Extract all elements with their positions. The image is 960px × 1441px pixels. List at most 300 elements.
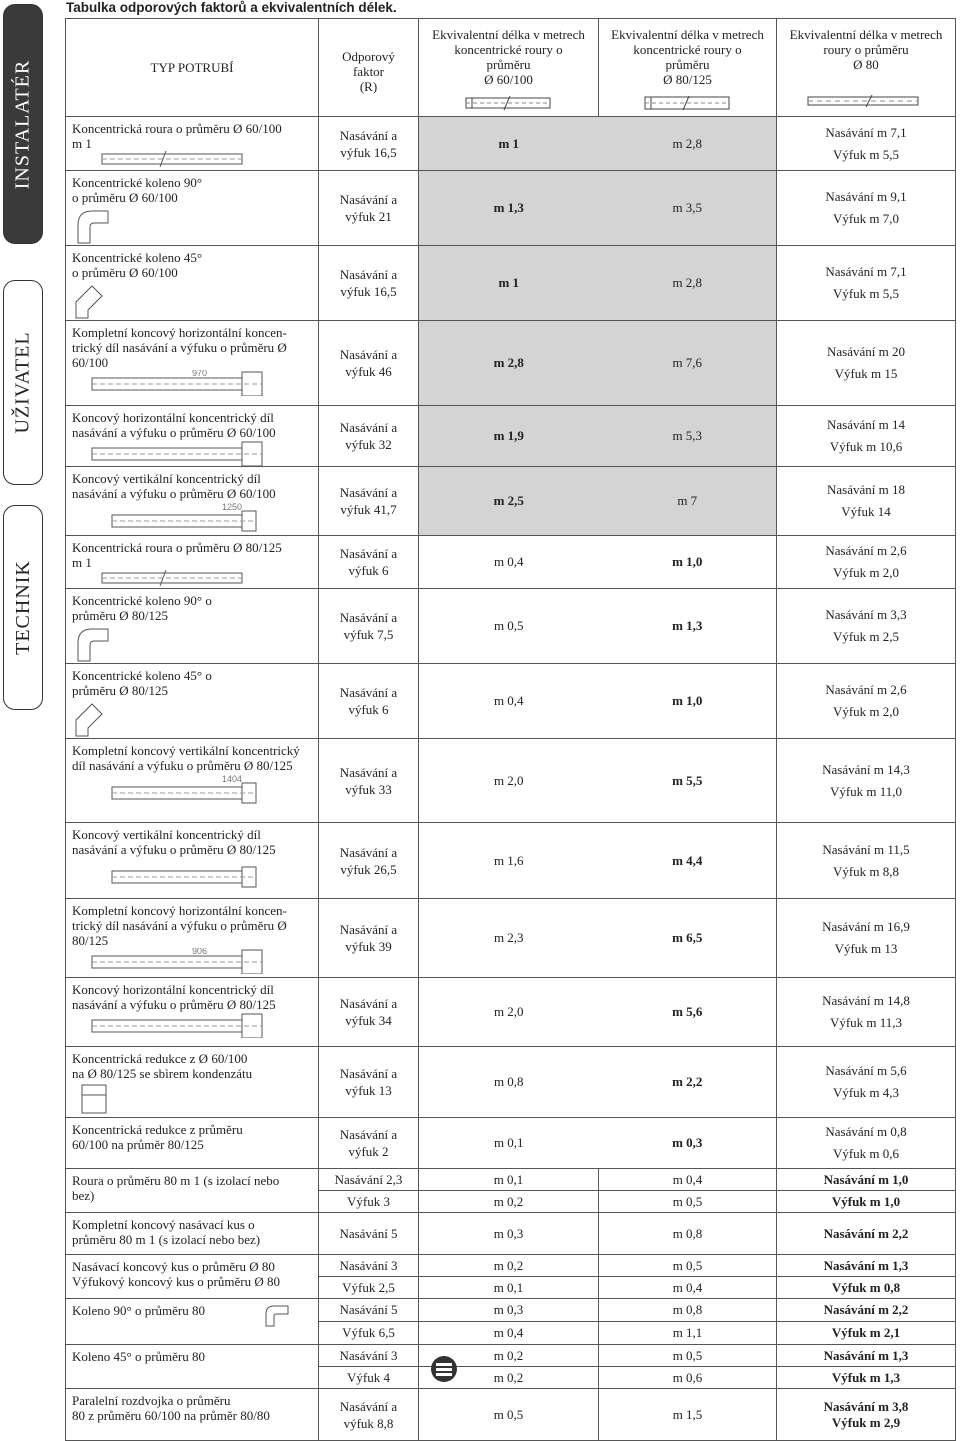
header-e2-line: Ekvivalentní délka v metrech — [611, 27, 764, 42]
row-e80 — [777, 246, 956, 321]
row-r-line: výfuk 26,5 — [340, 861, 397, 877]
header-r — [319, 19, 419, 117]
row-r — [319, 1389, 419, 1441]
header-type-label: TYP POTRUBÍ — [150, 60, 234, 75]
table-row — [66, 1118, 956, 1169]
header-e2-line: Ø 80/125 — [663, 72, 712, 87]
row-e80-line: Nasávání m 7,1 — [825, 264, 907, 279]
header-type — [66, 19, 319, 117]
row-desc-line: Koncový vertikální koncentrický díl — [72, 827, 261, 842]
row-e80-line: Výfuk m 13 — [834, 941, 898, 956]
row-e80 — [777, 664, 956, 739]
row-desc-line: Koleno 45° o průměru 80 — [72, 1349, 206, 1364]
row-description — [66, 321, 319, 406]
row-m60: m 0,5 — [493, 618, 524, 633]
row-m60: m 0,2 — [419, 1367, 599, 1389]
row-m80: m 0,5 — [599, 1255, 777, 1277]
row-desc-line: na Ø 80/125 se sbìrem kondenzátu — [72, 1066, 253, 1081]
row-desc-line: nasávání a výfuku o průměru Ø 80/125 — [72, 997, 276, 1012]
row-r — [319, 536, 419, 589]
row-m80: m 1,1 — [599, 1322, 777, 1345]
table-row — [66, 1169, 956, 1191]
row-description — [66, 664, 319, 739]
row-desc-line: Koncentrická roura o průměru Ø 80/125 — [72, 540, 282, 555]
row-r-line: výfuk 16,5 — [340, 284, 397, 299]
straight-pipe-icon — [72, 151, 252, 169]
row-r-line: výfuk 39 — [345, 939, 392, 954]
row-r-line: Nasávání a — [339, 610, 398, 625]
tab-technik-label: TECHNIK — [11, 560, 34, 655]
row-r-line: Nasávání a — [339, 546, 398, 561]
row-desc-line: průměru Ø 80/125 — [72, 683, 169, 698]
table-row — [66, 117, 956, 171]
elbow-90-icon — [72, 623, 112, 663]
row-r: Výfuk 2,5 — [319, 1277, 419, 1299]
row-e80-line: Nasávání m 14,8 — [822, 993, 910, 1008]
row-m80: m 1,0 — [672, 693, 703, 708]
elbow-90-icon — [72, 205, 112, 245]
row-r — [319, 1118, 419, 1169]
row-desc-line: trický díl nasávání a výfuku o průměru Ø — [72, 918, 287, 933]
row-m60: m 0,4 — [419, 1322, 599, 1345]
row-r-line: Nasávání a — [339, 420, 398, 435]
row-m60: m 0,1 — [419, 1277, 599, 1299]
row-e80-line: Výfuk m 10,6 — [829, 439, 903, 454]
row-m80: m 1,3 — [672, 618, 703, 633]
row-m80: m 1,0 — [672, 554, 703, 569]
row-m80: m 0,8 — [599, 1213, 777, 1255]
row-e80-line: Nasávání m 14,3 — [822, 761, 910, 777]
row-e80-line: Nasávání m 18 — [827, 482, 905, 497]
row-r: Výfuk 6,5 — [319, 1322, 419, 1345]
row-m60: m 0,1 — [419, 1169, 599, 1191]
row-equivalent-concentric — [419, 117, 777, 171]
row-desc-line: 60/100 — [72, 355, 109, 370]
row-r: Výfuk 4 — [319, 1367, 419, 1389]
row-m80: m 5,3 — [672, 428, 703, 443]
straight-pipe-icon — [72, 570, 252, 588]
row-desc-line: Koncentrické koleno 45° — [72, 250, 203, 265]
row-r — [319, 664, 419, 739]
row-m60: m 0,1 — [493, 1135, 524, 1150]
resistance-table — [65, 18, 956, 1441]
row-description — [66, 1345, 319, 1389]
row-r-line: Nasávání a — [339, 764, 398, 780]
row-equivalent-concentric — [419, 467, 777, 536]
row-e80-line: Výfuk m 5,5 — [832, 146, 900, 162]
row-desc-line: Koncentrické koleno 90° o — [72, 593, 212, 608]
row-m60: m 1 — [498, 135, 520, 151]
elbow-45-icon — [72, 698, 112, 738]
svg-text:1404: 1404 — [222, 774, 243, 784]
row-m60: m 0,2 — [419, 1191, 599, 1213]
row-description — [66, 117, 319, 171]
row-m80: m 2,8 — [672, 275, 703, 290]
pipe-80-icon — [806, 94, 926, 108]
row-e80: Nasávání m 1,3 — [777, 1255, 956, 1277]
svg-text:1250: 1250 — [222, 502, 243, 512]
row-desc-line: Roura o průměru 80 m 1 (s izolací nebo — [72, 1173, 280, 1188]
row-m80: m 1,5 — [599, 1389, 777, 1441]
row-m80: m 4,4 — [672, 852, 703, 868]
row-equivalent-concentric — [419, 1047, 777, 1118]
row-desc-line: bez) — [72, 1188, 95, 1203]
row-description — [66, 1213, 319, 1255]
horizontal-terminal-icon — [72, 440, 272, 466]
row-r-line: výfuk 34 — [345, 1013, 392, 1028]
row-m80: m 0,4 — [599, 1169, 777, 1191]
row-e80: Výfuk m 1,0 — [777, 1191, 956, 1213]
row-e80-line: Výfuk m 15 — [834, 366, 898, 381]
row-r — [319, 823, 419, 899]
row-description — [66, 1255, 319, 1299]
row-r: Nasávání 5 — [319, 1213, 419, 1255]
tab-uzivatel[interactable] — [3, 280, 43, 485]
row-desc-line: Koncový horizontální koncentrický díl — [72, 982, 274, 997]
row-r-line: výfuk 32 — [345, 437, 392, 452]
row-e80 — [777, 1118, 956, 1169]
row-e80: Výfuk m 2,1 — [777, 1322, 956, 1345]
table-row — [66, 321, 956, 406]
row-m80: m 0,4 — [599, 1277, 777, 1299]
row-description — [66, 589, 319, 664]
row-r-line: Nasávání a — [339, 192, 398, 207]
row-r-line: výfuk 8,8 — [343, 1415, 394, 1431]
row-e80-line: Nasávání m 20 — [827, 344, 905, 359]
row-e80-line: Nasávání m 3,8 — [823, 1398, 909, 1414]
row-e80 — [777, 739, 956, 823]
row-e80-line: Výfuk m 11,0 — [829, 783, 903, 799]
row-m80: m 3,5 — [672, 200, 703, 215]
row-r — [319, 246, 419, 321]
vertical-terminal-icon — [72, 773, 272, 807]
row-r: Nasávání 3 — [319, 1255, 419, 1277]
row-e80-line: Nasávání m 11,5 — [822, 841, 910, 857]
row-m80: m 6,5 — [672, 930, 703, 945]
header-e2-line: koncentrické roury o — [633, 42, 742, 57]
row-e80: Nasávání m 2,2 — [777, 1299, 956, 1322]
row-desc-line: Nasávací koncový kus o průměru Ø 80 — [72, 1259, 275, 1274]
elbow-45-icon — [72, 280, 112, 320]
row-e80-line: Výfuk m 5,5 — [832, 286, 900, 301]
row-m60: m 2,3 — [493, 930, 524, 945]
row-e80-line: Nasávání m 0,8 — [825, 1124, 907, 1139]
row-desc-line: o průměru Ø 60/100 — [72, 265, 178, 280]
row-r — [319, 739, 419, 823]
table-row — [66, 536, 956, 589]
reducer-icon — [72, 1081, 122, 1117]
row-m80: m 5,6 — [672, 1004, 703, 1019]
row-desc-line: nasávání a výfuku o průměru Ø 80/125 — [72, 842, 276, 857]
row-desc-line: díl nasávání a výfuku o průměru Ø 80/125 — [72, 758, 293, 773]
row-desc-line: průměru 80 m 1 (s izolací nebo bez) — [72, 1232, 261, 1247]
row-desc-line: m 1 — [72, 136, 92, 151]
row-e80-line: Nasávání m 16,9 — [822, 919, 910, 934]
row-e80 — [777, 117, 956, 171]
header-e3 — [777, 19, 956, 117]
row-m60: m 0,3 — [419, 1299, 599, 1322]
row-equivalent-concentric — [419, 246, 777, 321]
row-r-line: výfuk 21 — [345, 209, 392, 224]
row-r-line: Nasávání a — [339, 267, 398, 282]
header-e3-line: Ekvivalentní délka v metrech — [789, 27, 943, 42]
row-r: Nasávání 3 — [319, 1345, 419, 1367]
table-row — [66, 467, 956, 536]
row-m60: m 0,2 — [419, 1345, 599, 1367]
row-m60: m 1,9 — [493, 428, 524, 443]
row-e80 — [777, 1389, 956, 1441]
header-row — [66, 19, 956, 117]
row-e80 — [777, 589, 956, 664]
row-r — [319, 171, 419, 246]
horizontal-terminal-icon — [72, 1012, 272, 1038]
row-r-line: Nasávání a — [339, 1066, 398, 1081]
row-r-line: výfuk 33 — [345, 781, 392, 797]
row-r-line: výfuk 7,5 — [343, 627, 394, 642]
row-desc-line: Koncentrická redukce z průměru — [72, 1122, 243, 1137]
row-m80: m 2,8 — [672, 135, 703, 151]
row-e80-line: Výfuk m 0,6 — [832, 1146, 900, 1161]
row-e80 — [777, 823, 956, 899]
row-description — [66, 978, 319, 1047]
header-e2-line: průměru — [665, 57, 710, 72]
row-r-line: výfuk 6 — [348, 563, 389, 578]
row-e80: Nasávání m 1,3 — [777, 1345, 956, 1367]
row-r — [319, 978, 419, 1047]
row-description — [66, 1047, 319, 1118]
header-r-line: Odporový — [342, 49, 395, 64]
tab-instalater[interactable] — [3, 4, 43, 244]
row-equivalent-concentric — [419, 536, 777, 589]
row-m80: m 2,2 — [672, 1074, 703, 1089]
row-e80-line: Nasávání m 2,6 — [825, 543, 907, 558]
table-row — [66, 739, 956, 823]
table-row — [66, 1299, 956, 1322]
pipe-80-125-icon — [643, 95, 733, 111]
row-m60: m 1 — [498, 275, 520, 290]
row-r-line: Nasávání a — [339, 127, 398, 143]
table-row — [66, 664, 956, 739]
table-row — [66, 978, 956, 1047]
row-r — [319, 899, 419, 978]
row-e80 — [777, 536, 956, 589]
row-description — [66, 1299, 319, 1345]
row-desc-line: nasávání a výfuku o průměru Ø 60/100 — [72, 486, 276, 501]
table-row — [66, 1255, 956, 1277]
row-desc-line: Koncový vertikální koncentrický díl — [72, 471, 261, 486]
logo-mark-icon — [430, 1355, 458, 1383]
row-equivalent-concentric — [419, 978, 777, 1047]
row-desc-line: Koncentrické koleno 45° o — [72, 668, 212, 683]
header-e1-line: Ekvivalentní délka v metrech — [432, 27, 585, 42]
table-row — [66, 589, 956, 664]
row-e80-line: Nasávání m 2,6 — [825, 682, 907, 697]
row-r-line: výfuk 41,7 — [340, 502, 397, 517]
row-m80: m 0,6 — [599, 1367, 777, 1389]
row-m80: m 0,5 — [599, 1191, 777, 1213]
row-e80-line: Výfuk m 8,8 — [832, 863, 900, 879]
pipe-60-100-icon — [464, 95, 554, 111]
row-e80-line: Výfuk m 2,5 — [832, 629, 900, 644]
row-description — [66, 246, 319, 321]
row-r-line: výfuk 46 — [345, 364, 392, 379]
immergas-logo — [430, 1355, 464, 1383]
row-e80: Nasávání m 2,2 — [777, 1213, 956, 1255]
tab-uzivatel-label: UŽIVATEL — [11, 331, 34, 434]
row-desc-line: Paralelní rozdvojka o průměru — [72, 1393, 231, 1408]
row-m80: m 0,5 — [599, 1345, 777, 1367]
row-equivalent-concentric — [419, 899, 777, 978]
row-m60: m 0,3 — [419, 1213, 599, 1255]
header-r-line: faktor — [352, 64, 385, 79]
row-m80: m 0,8 — [599, 1299, 777, 1322]
header-e1 — [419, 19, 599, 117]
row-r — [319, 467, 419, 536]
elbow-90-small-icon — [262, 1302, 292, 1328]
row-equivalent-concentric — [419, 739, 777, 823]
row-m80: m 0,3 — [672, 1135, 703, 1150]
row-e80-line: Nasávání m 9,1 — [825, 189, 907, 204]
row-e80 — [777, 467, 956, 536]
svg-text:970: 970 — [192, 370, 208, 378]
header-e3-line: roury o průměru — [823, 42, 909, 57]
row-desc-line: průměru Ø 80/125 — [72, 608, 169, 623]
row-r — [319, 321, 419, 406]
table-row — [66, 1047, 956, 1118]
row-desc-line: Koleno 90° o průměru 80 — [72, 1303, 206, 1318]
row-e80-line: Výfuk m 2,9 — [831, 1414, 901, 1430]
row-desc-line: Koncentrická redukce z Ø 60/100 — [72, 1051, 248, 1066]
row-e80: Výfuk m 0,8 — [777, 1277, 956, 1299]
row-r-line: Nasávání a — [339, 347, 398, 362]
row-desc-line: Kompletní koncový nasávací kus o — [72, 1217, 255, 1232]
row-m80: m 7 — [677, 493, 698, 508]
row-description — [66, 171, 319, 246]
row-m60: m 0,5 — [419, 1389, 599, 1441]
row-e80-line: Nasávání m 14 — [827, 417, 905, 432]
row-r — [319, 1047, 419, 1118]
row-e80-line: Nasávání m 7,1 — [825, 124, 907, 140]
row-e80-line: Nasávání m 5,6 — [825, 1063, 907, 1078]
page-title: Tabulka odporových faktorů a ekvivalentních délek. — [66, 0, 397, 15]
row-equivalent-concentric — [419, 589, 777, 664]
row-r: Výfuk 3 — [319, 1191, 419, 1213]
horizontal-terminal-icon — [72, 948, 272, 974]
row-equivalent-concentric — [419, 823, 777, 899]
row-e80 — [777, 899, 956, 978]
row-e80 — [777, 171, 956, 246]
table-row — [66, 406, 956, 467]
row-e80-line: Výfuk m 2,0 — [832, 565, 900, 580]
row-e80: Nasávání m 1,0 — [777, 1169, 956, 1191]
row-desc-line: trický díl nasávání a výfuku o průměru Ø — [72, 340, 287, 355]
header-e3-line: Ø 80 — [853, 57, 879, 72]
row-r-line: Nasávání a — [339, 996, 398, 1011]
header-e1-line: průměru — [486, 57, 531, 72]
row-m60: m 1,3 — [493, 200, 524, 215]
row-e80: Výfuk m 1,3 — [777, 1367, 956, 1389]
row-r-line: Nasávání a — [339, 485, 398, 500]
row-r: Nasávání 2,3 — [319, 1169, 419, 1191]
row-e80-line: Výfuk 14 — [841, 504, 891, 519]
table-row — [66, 823, 956, 899]
row-desc-line: Kompletní koncový horizontální koncen- — [72, 903, 287, 918]
row-m60: m 1,6 — [493, 852, 524, 868]
row-e80-line: Výfuk m 2,0 — [832, 704, 900, 719]
table-row — [66, 899, 956, 978]
row-equivalent-concentric — [419, 664, 777, 739]
row-r — [319, 589, 419, 664]
row-r-line: Nasávání a — [339, 1127, 398, 1142]
row-desc-line: Koncentrické koleno 90° — [72, 175, 203, 190]
row-m60: m 2,0 — [493, 772, 524, 788]
row-description — [66, 1389, 319, 1441]
header-e2 — [599, 19, 777, 117]
table-row — [66, 1213, 956, 1255]
header-e1-line: koncentrické roury o — [454, 42, 563, 57]
svg-text:906: 906 — [192, 948, 208, 956]
row-e80-line: Nasávání m 3,3 — [825, 607, 907, 622]
row-r — [319, 117, 419, 171]
row-desc-line: nasávání a výfuku o průměru Ø 60/100 — [72, 425, 276, 440]
row-e80 — [777, 1047, 956, 1118]
row-description — [66, 1118, 319, 1169]
row-desc-line: m 1 — [72, 555, 92, 570]
row-description — [66, 1169, 319, 1213]
row-e80-line: Výfuk m 11,3 — [829, 1015, 903, 1030]
row-r-line: výfuk 2 — [348, 1144, 389, 1159]
row-desc-line: 60/100 na průměr 80/125 — [72, 1137, 204, 1152]
row-r-line: Nasávání a — [339, 685, 398, 700]
row-equivalent-concentric — [419, 1118, 777, 1169]
row-equivalent-concentric — [419, 321, 777, 406]
row-r-line: Nasávání a — [339, 1398, 398, 1414]
vertical-terminal-icon — [72, 501, 272, 535]
row-desc-line: o průměru Ø 60/100 — [72, 190, 178, 205]
row-desc-line: Kompletní koncový horizontální koncen- — [72, 325, 287, 340]
tab-technik[interactable] — [3, 505, 43, 710]
row-r-line: výfuk 6 — [348, 702, 389, 717]
row-e80-line: Výfuk m 7,0 — [832, 211, 900, 226]
row-m60: m 2,5 — [493, 493, 524, 508]
row-desc-line: 80/125 — [72, 933, 109, 948]
row-e80 — [777, 321, 956, 406]
row-r-line: výfuk 13 — [345, 1083, 392, 1098]
row-m60: m 0,4 — [493, 693, 524, 708]
row-e80 — [777, 978, 956, 1047]
row-description — [66, 739, 319, 823]
table-row — [66, 1389, 956, 1441]
row-e80 — [777, 406, 956, 467]
row-r — [319, 406, 419, 467]
row-r-line: Nasávání a — [339, 844, 398, 860]
vertical-terminal-icon — [72, 857, 272, 891]
row-m60: m 2,8 — [493, 355, 524, 370]
row-equivalent-concentric — [419, 171, 777, 246]
row-desc-line: Koncový horizontální koncentrický díl — [72, 410, 274, 425]
tab-instalater-label: INSTALATÉR — [11, 59, 34, 189]
row-m60: m 0,8 — [493, 1074, 524, 1089]
row-m80: m 7,6 — [672, 355, 703, 370]
row-description — [66, 406, 319, 467]
row-r: Nasávání 5 — [319, 1299, 419, 1322]
table-row — [66, 1345, 956, 1367]
row-description — [66, 467, 319, 536]
horizontal-terminal-icon — [72, 370, 272, 396]
row-description — [66, 899, 319, 978]
row-m60: m 0,2 — [419, 1255, 599, 1277]
row-m60: m 2,0 — [493, 1004, 524, 1019]
